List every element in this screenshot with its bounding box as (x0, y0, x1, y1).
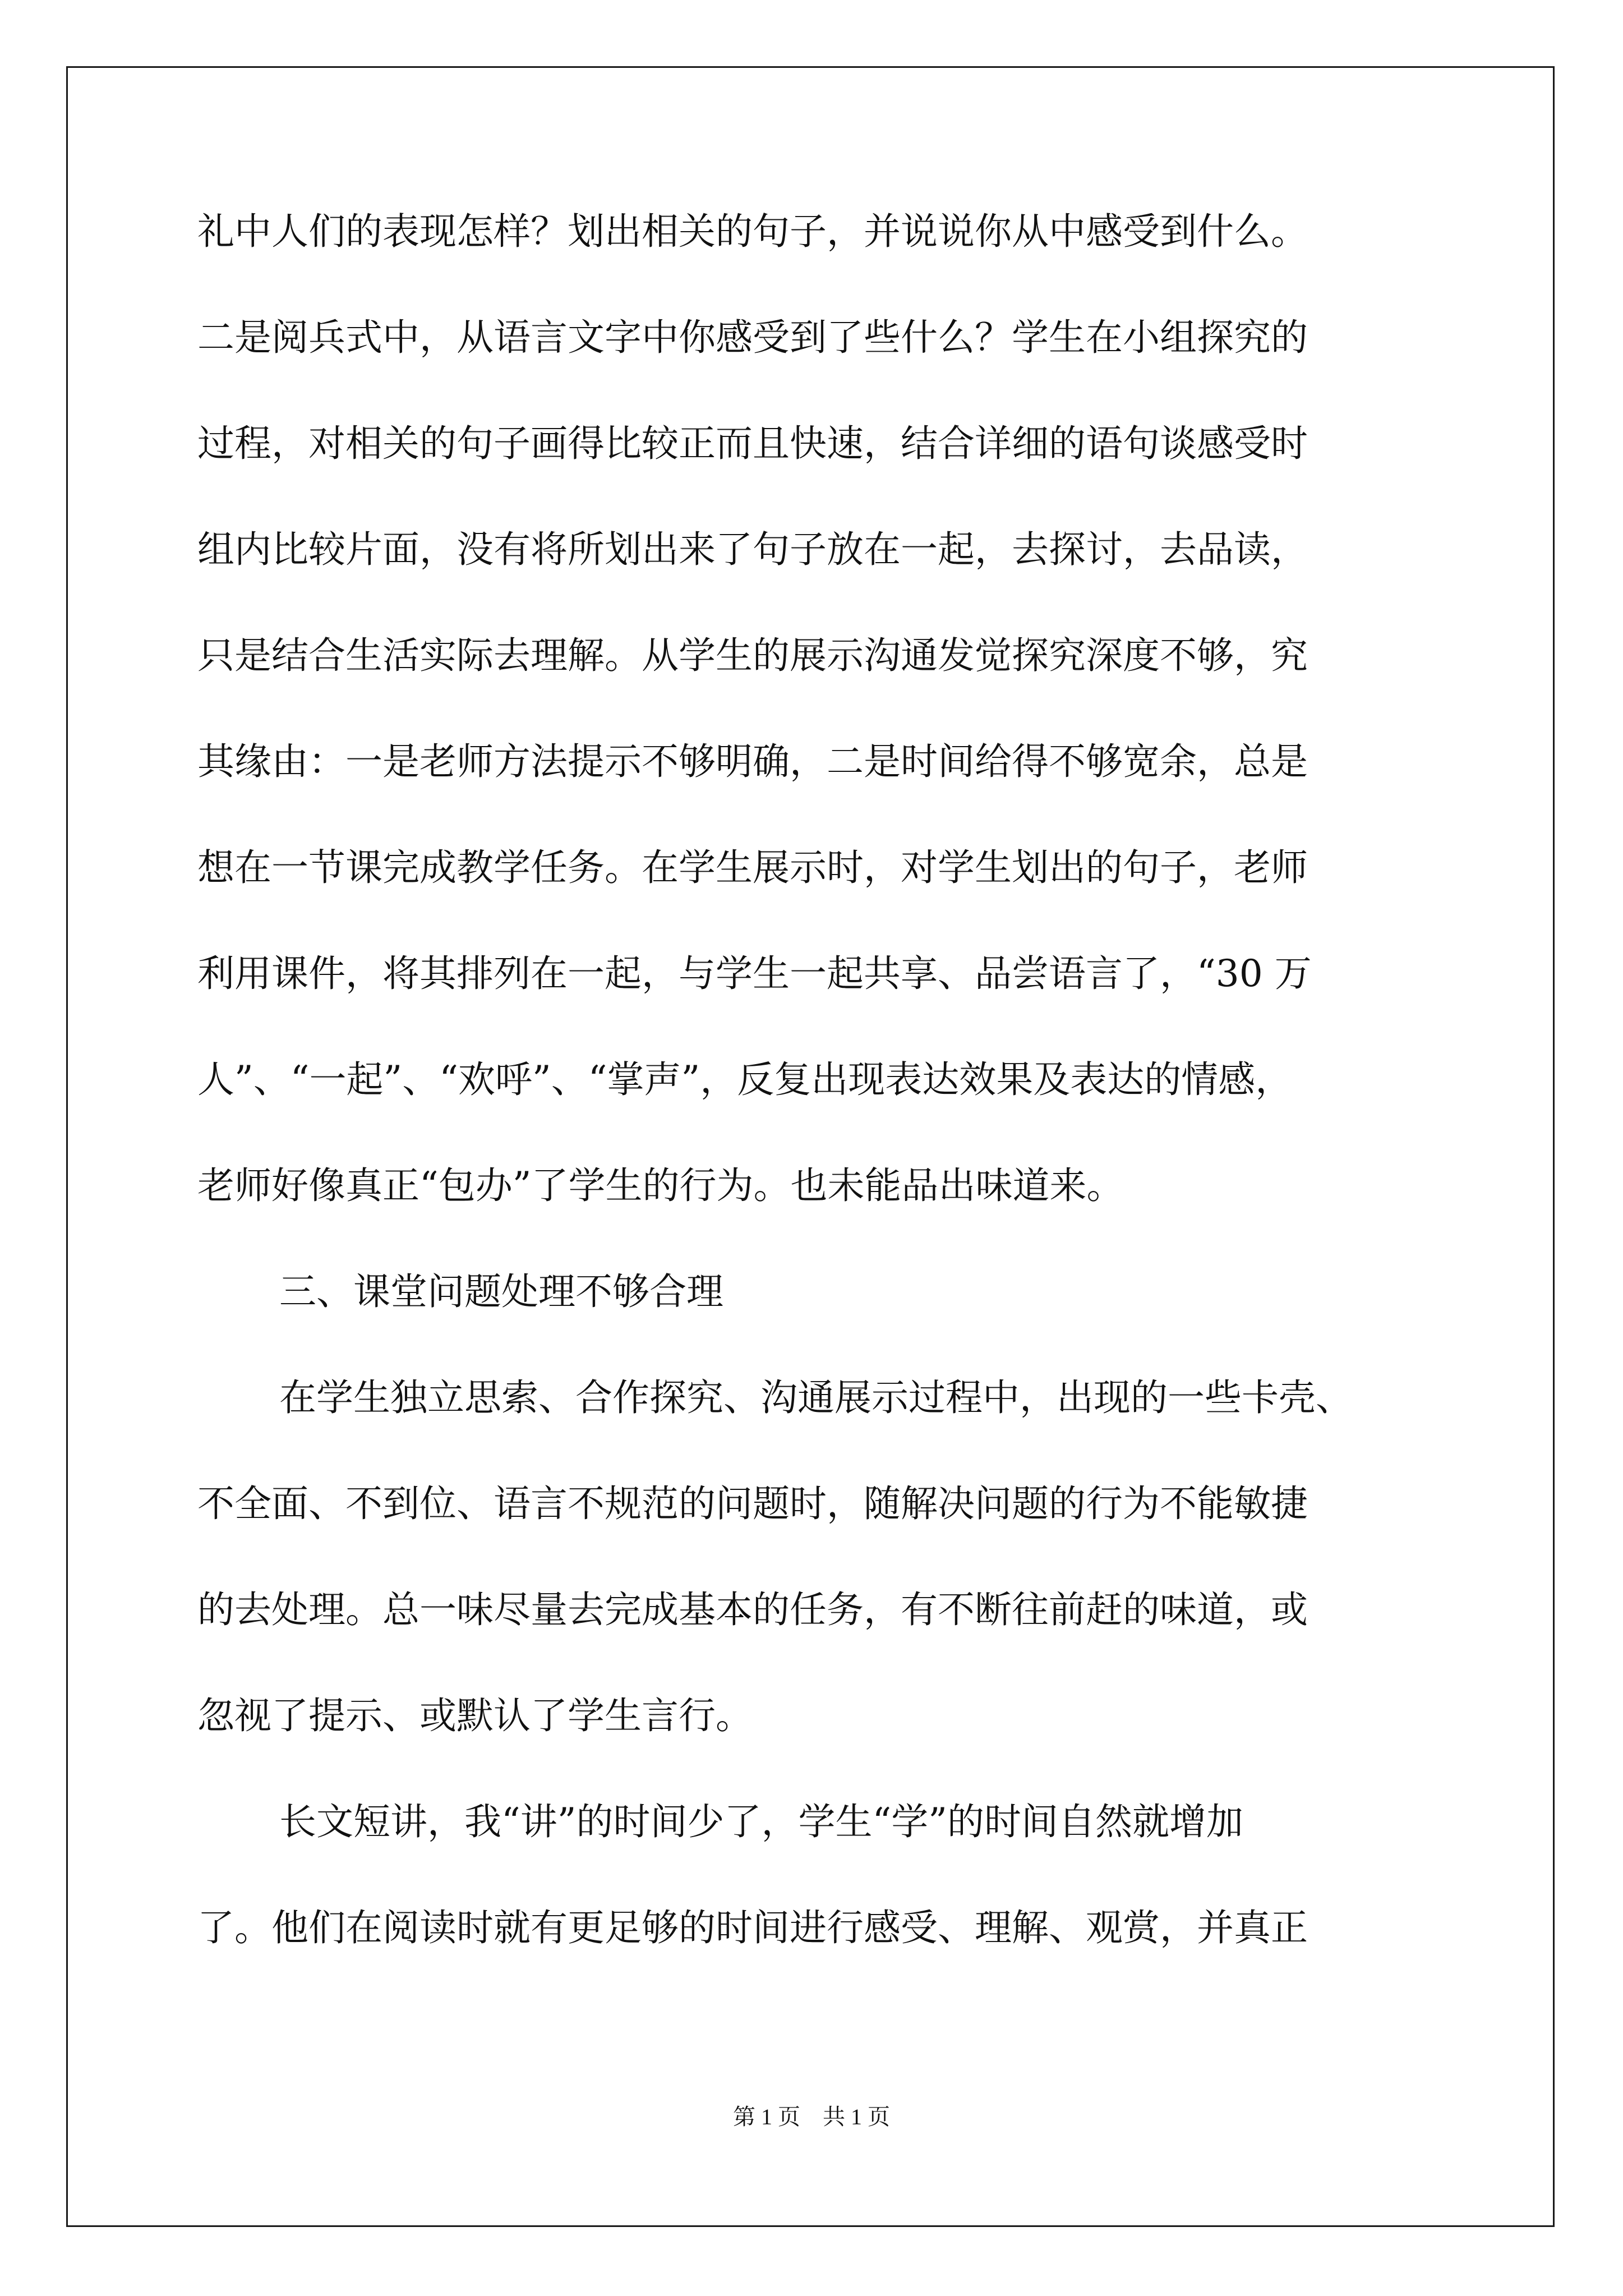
text-line: 只是结合生活实际去理解。从学生的展示沟通发觉探究深度不够，究 (197, 634, 1308, 677)
paragraph-start-line: 长文短讲，我“讲”的时间少了，学生“学”的时间自然就增加 (279, 1800, 1243, 1843)
text-line: 礼中人们的表现怎样？划出相关的句子，并说说你从中感受到什么。 (197, 210, 1308, 253)
text-line: 其缘由：一是老师方法提示不够明确，二是时间给得不够宽余，总是 (197, 740, 1308, 783)
text-line: 想在一节课完成教学任务。在学生展示时，对学生划出的句子，老师 (197, 846, 1308, 889)
page-footer: 第 1 页 共 1 页 (733, 2104, 890, 2129)
text-line: 老师好像真正“包办”了学生的行为。也未能品出味道来。 (197, 1164, 1124, 1207)
paragraph-start-line: 在学生独立思索、合作探究、沟通展示过程中，出现的一些卡壳、 (279, 1376, 1353, 1419)
document-body (197, 210, 1431, 2016)
text-line: 过程，对相关的句子画得比较正而且快速，结合详细的语句谈感受时 (197, 422, 1308, 465)
text-line: 了。他们在阅读时就有更足够的时间进行感受、理解、观赏，并真正 (197, 1906, 1308, 1949)
paragraph-start-line: 三、课堂问题处理不够合理 (279, 1270, 723, 1313)
text-line: 人”、“一起”、“欢呼”、“掌声”，反复出现表达效果及表达的情感， (197, 1058, 1293, 1101)
text-line: 利用课件，将其排列在一起，与学生一起共享、品尝语言了，“30 万 (197, 952, 1312, 995)
text-line: 不全面、不到位、语言不规范的问题时，随解决问题的行为不能敏捷 (197, 1482, 1308, 1525)
text-line: 组内比较片面，没有将所划出来了句子放在一起，去探讨，去品读， (197, 528, 1308, 571)
text-line: 的去处理。总一味尽量去完成基本的任务，有不断往前赶的味道，或 (197, 1588, 1308, 1631)
text-line: 忽视了提示、或默认了学生言行。 (197, 1694, 753, 1737)
text-line: 二是阅兵式中，从语言文字中你感受到了些什么？学生在小组探究的 (197, 316, 1308, 359)
